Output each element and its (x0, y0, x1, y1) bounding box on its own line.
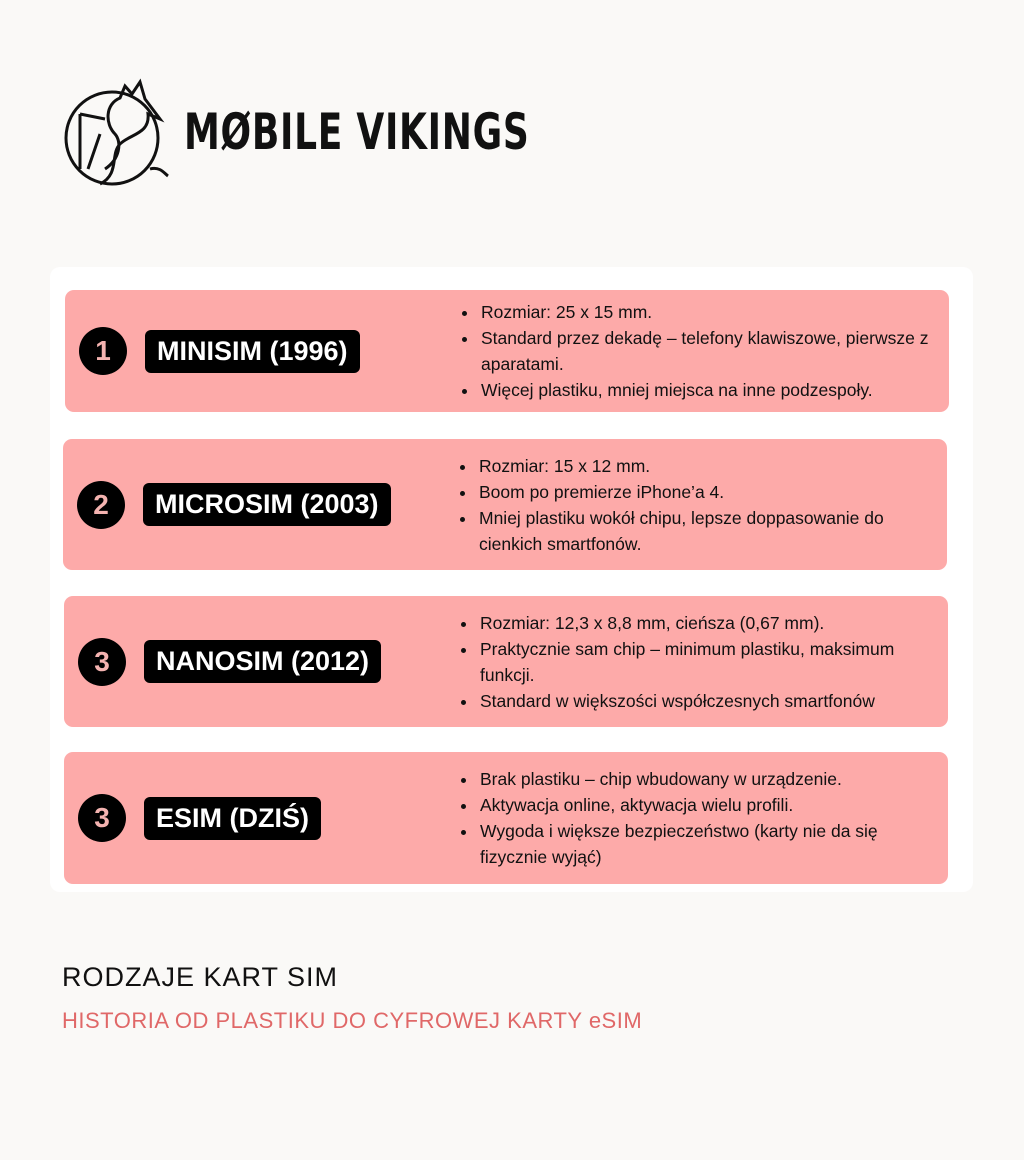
logo (60, 74, 664, 190)
bullet: • Rozmiar: 15 x 12 mm. (477, 453, 937, 479)
bullet: • Rozmiar: 25 x 15 mm. (479, 299, 939, 325)
bullet: • Brak plastiku – chip wbudowany w urządzenie. (478, 766, 938, 792)
card-bullets (456, 766, 938, 870)
card-title: MICROSIM (2003) (143, 483, 391, 526)
card-bullets (456, 610, 938, 714)
card-nanosim (64, 596, 948, 727)
card-minisim (65, 290, 949, 412)
bullet: • Standard w większości współczesnych smartfonów (478, 688, 938, 714)
bullet: • Boom po premierze iPhone’a 4. (477, 479, 937, 505)
bullet: • Mniej plastiku wokół chipu, lepsze doppasowanie do cienkich smartfonów. (477, 505, 937, 557)
footer-title: RODZAJE KART SIM (62, 962, 339, 992)
bullet: • Aktywacja online, aktywacja wielu profili. (478, 792, 938, 818)
card-number: 3 (78, 638, 126, 686)
bullet: • Standard przez dekadę – telefony klawiszowe, pierwsze z aparatami. (479, 325, 939, 377)
card-bullets (455, 453, 937, 557)
card-title: NANOSIM (2012) (144, 640, 381, 683)
card-microsim (63, 439, 947, 570)
bullet: • Więcej plastiku, mniej miejsca na inne podzespoły. (479, 377, 939, 403)
bullet: • Praktycznie sam chip – minimum plastiku, maksimum funkcji. (478, 636, 938, 688)
card-title: ESIM (DZIŚ) (144, 797, 321, 840)
card-esim (64, 752, 948, 884)
sim-types-panel (50, 267, 973, 892)
card-number: 1 (79, 327, 127, 375)
card-number: 2 (77, 481, 125, 529)
card-title: MINISIM (1996) (145, 330, 360, 373)
dragon-logo-icon (60, 74, 172, 190)
card-bullets (457, 299, 939, 403)
brand-name: MØBILE VIKINGS (184, 103, 530, 161)
card-number: 3 (78, 794, 126, 842)
bullet: • Wygoda i większe bezpieczeństwo (karty nie da się fizycznie wyjąć) (478, 818, 938, 870)
bullet: • Rozmiar: 12,3 x 8,8 mm, cieńsza (0,67 mm). (478, 610, 938, 636)
footer-subtitle: HISTORIA OD PLASTIKU DO CYFROWEJ KARTY eSIM (62, 1008, 643, 1033)
